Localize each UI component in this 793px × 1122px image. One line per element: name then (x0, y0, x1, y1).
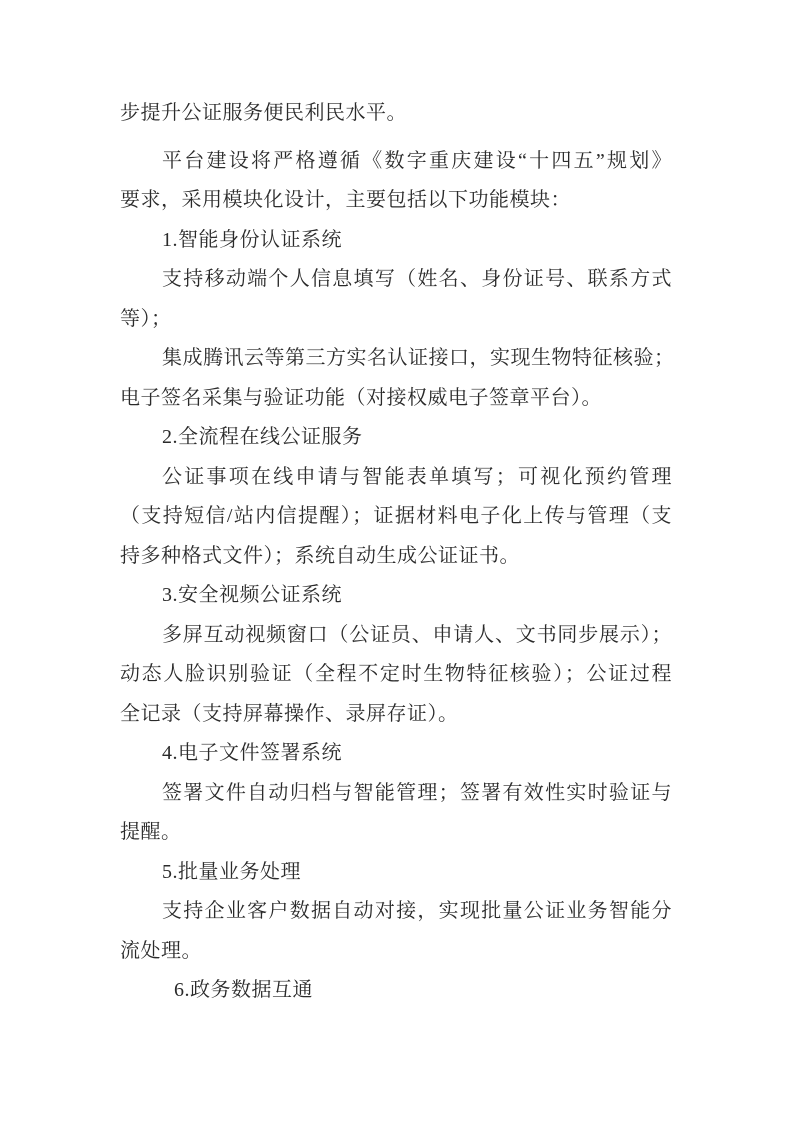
text-line: 2.全流程在线公证服务 (162, 426, 363, 448)
text-line: 动态人脸识别验证（全程不定时生物特征核验）；公证过程 (120, 663, 672, 685)
text-line: 签署文件自动归档与智能管理；签署有效性实时验证与 (162, 781, 672, 804)
text-line: 6.政务数据互通 (174, 979, 313, 1001)
text-line: 支持企业客户数据自动对接，实现批量公证业务智能分 (162, 900, 672, 922)
paragraph-p8-heading-3 (120, 576, 672, 616)
paragraph-p11-module4 (120, 774, 672, 853)
text-line: 提醒。 (120, 821, 182, 843)
paragraph-p4-module1-a (120, 260, 672, 339)
text-line: （支持短信/站内信提醒）；证据材料电子化上传与管理（支 (120, 505, 672, 527)
text-line: 全记录（支持屏幕操作、录屏存证）。 (120, 702, 459, 725)
text-line: 公证事项在线申请与智能表单填写；可视化预约管理 (162, 465, 672, 488)
text-line: 要求，采用模块化设计，主要包括以下功能模块： (120, 189, 571, 211)
paragraph-p2-intro (120, 142, 672, 221)
paragraph-p3-heading-1 (120, 221, 672, 261)
paragraph-p13-module5 (120, 892, 672, 971)
text-line: 4.电子文件签署系统 (162, 742, 342, 764)
text-line: 1.智能身份认证系统 (162, 228, 342, 251)
paragraph-p6-heading-2 (120, 418, 672, 458)
text-line: 流处理。 (120, 939, 202, 962)
paragraph-p7-module2 (120, 458, 672, 577)
paragraph-p12-heading-5 (120, 853, 672, 893)
paragraph-p10-heading-4 (120, 734, 672, 774)
text-line: 持多种格式文件）；系统自动生成公证证书。 (120, 544, 520, 567)
text-line: 3.安全视频公证系统 (162, 584, 342, 606)
document-content (120, 94, 675, 1011)
text-line: 5.批量业务处理 (162, 860, 301, 883)
text-line: 平台建设将严格遵循《数字重庆建设“十四五”规划》 (162, 149, 672, 172)
text-line: 步提升公证服务便民利民水平。 (120, 102, 407, 124)
paragraph-p1-carryover (120, 94, 672, 134)
text-line: 集成腾讯云等第三方实名认证接口，实现生物特征核验； (162, 347, 675, 369)
text-line: 等）； (120, 307, 172, 330)
text-line: 多屏互动视频窗口（公证员、申请人、文书同步展示）； (162, 623, 672, 646)
paragraph-p5-module1-b (120, 339, 675, 418)
paragraph-p9-module3 (120, 616, 672, 735)
text-line: 电子签名采集与验证功能（对接权威电子签章平台）。 (120, 386, 602, 409)
text-line: 支持移动端个人信息填写（姓名、身份证号、联系方式 (162, 268, 672, 290)
paragraph-p14-heading-6 (120, 971, 672, 1011)
